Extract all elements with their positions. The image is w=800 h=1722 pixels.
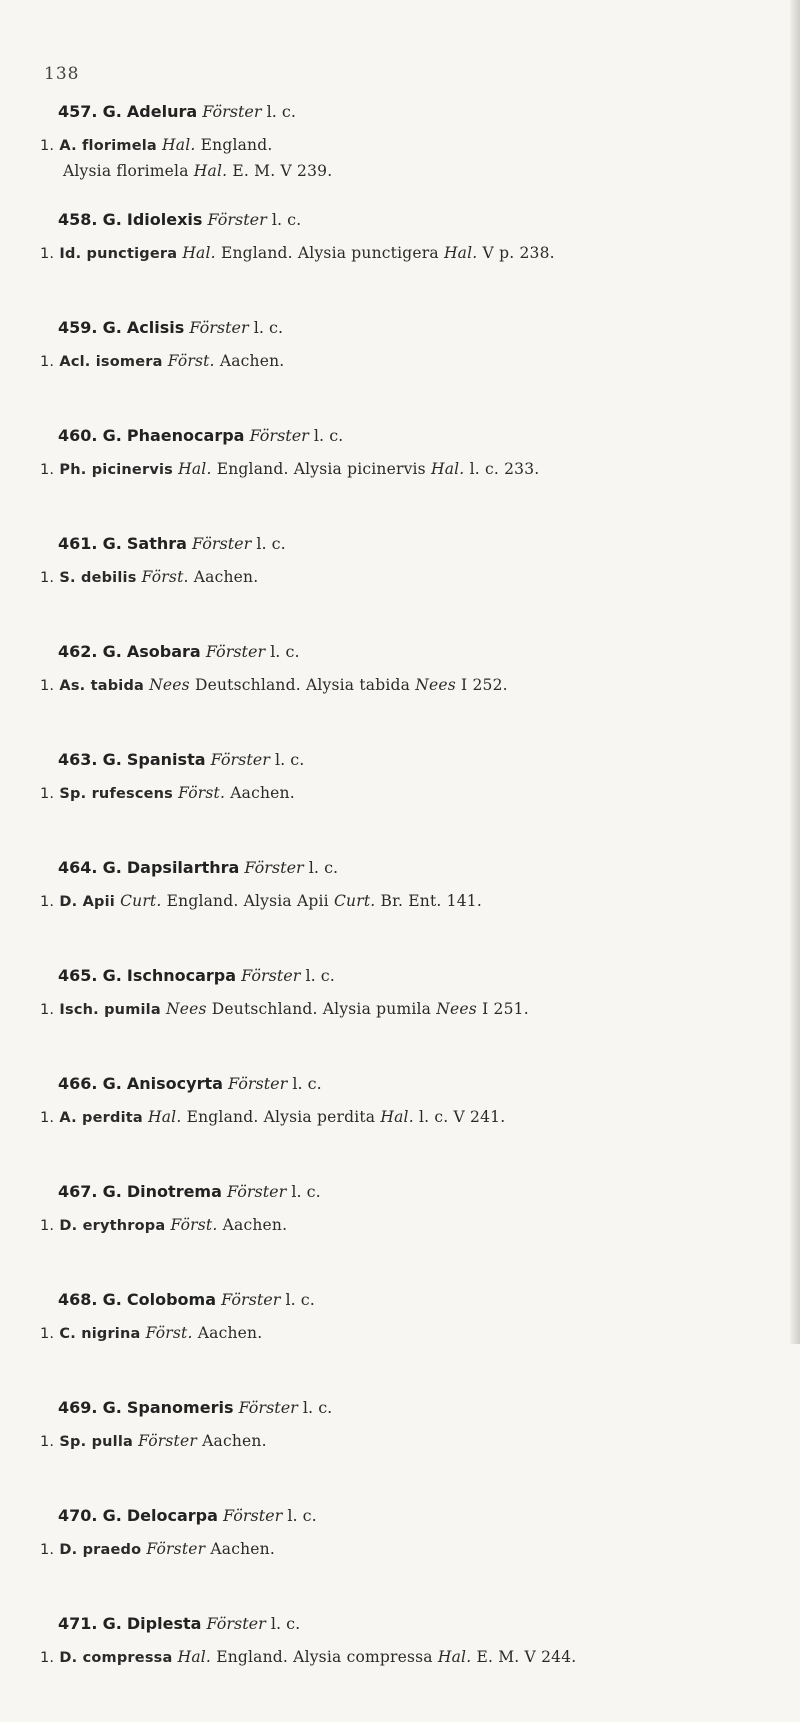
genus-reference: l. c. [287,1506,317,1525]
species-author: Hal. [162,136,196,154]
genus-name: Anisocyrta [126,1074,223,1093]
species-name: A. florimela [59,138,157,154]
genus-entry [0,102,790,210]
species-locality: Aachen. [202,1432,267,1450]
genus-author: Förster [210,750,270,769]
genus-name: Adelura [126,102,198,121]
species-name: D. erythropa [59,1218,166,1234]
genus-name: Idiolexis [126,210,203,229]
species-author: Hal. [182,244,216,262]
genus-author: Förster [192,534,252,553]
genus-reference: l. c. [271,210,302,229]
species-index: 1. [40,786,55,802]
genus-name: Ischnocarpa [126,966,237,985]
genus-abbrev: G. [102,1398,122,1417]
species-line [40,352,284,370]
genus-author: Förster [238,1398,298,1417]
species-index: 1. [40,462,55,478]
genus-name: Coloboma [126,1290,217,1309]
genus-reference: l. c. [256,534,286,553]
genus-number: 468. [58,1290,98,1309]
genus-name: Spanista [126,750,206,769]
species-line [40,784,295,802]
synonym-author: Nees [436,1000,477,1018]
species-line [40,136,273,154]
synonym-author: Hal. [193,162,228,180]
genus-author: Förster [241,966,301,985]
genus-entry [0,966,790,1074]
species-name: C. nigrina [59,1326,141,1342]
species-line [40,676,508,694]
species-index: 1. [40,354,55,370]
species-name: D. Apii [59,894,115,910]
page-edge-shadow [790,0,800,1344]
species-name: Acl. isomera [59,354,163,370]
species-index: 1. [40,1218,55,1234]
genus-name: Diplesta [126,1614,202,1633]
genus-entry [0,318,790,426]
species-name: D. compressa [59,1650,173,1666]
genus-author: Förster [221,1290,281,1309]
genus-number: 471. [58,1614,98,1633]
citation: V p. 238. [482,244,555,262]
genus-author: Förster [202,102,262,121]
genus-entry [0,858,790,966]
genus-reference: l. c. [266,102,296,121]
species-name: D. praedo [59,1542,142,1558]
genus-number: 460. [58,426,98,445]
species-locality: Aachen. [219,352,285,370]
genus-name: Dapsilarthra [126,858,240,877]
genus-number: 459. [58,318,98,337]
species-locality: Aachen. [230,784,295,802]
genus-author: Förster [189,318,249,337]
genus-author: Förster [228,1074,288,1093]
species-locality: England. Alysia perdita [186,1108,376,1126]
genus-reference: l. c. [313,426,344,445]
genus-abbrev: G. [102,642,122,661]
genus-heading [58,750,304,769]
species-index: 1. [40,1110,55,1126]
synonym-line [63,162,332,180]
species-author: Hal. [148,1108,182,1126]
genus-number: 458. [58,210,98,229]
genus-reference: l. c. [308,858,339,877]
species-index: 1. [40,138,55,154]
species-line [40,892,482,910]
genus-name: Delocarpa [126,1506,218,1525]
citation: l. c. 233. [469,460,540,478]
citation: E. M. V 239. [232,162,333,180]
species-name: Ph. picinervis [59,462,173,478]
genus-abbrev: G. [102,1182,122,1201]
genus-abbrev: G. [102,210,122,229]
genus-number: 463. [58,750,98,769]
genus-reference: l. c. [270,642,300,661]
species-author: Nees [165,1000,207,1018]
genus-reference: l. c. [274,750,305,769]
genus-entry [0,1290,790,1398]
genus-abbrev: G. [102,534,122,553]
species-line [40,1540,275,1558]
species-index: 1. [40,894,55,910]
genus-abbrev: G. [102,858,122,877]
genus-abbrev: G. [102,1506,122,1525]
genus-heading [58,1506,317,1525]
synonym-author: Hal. [443,244,478,262]
genus-heading [58,1398,332,1417]
species-author: Förster [146,1540,206,1558]
species-author: Först. [170,1216,218,1234]
species-author: Först. [141,568,189,586]
synonym-text: Alysia florimela [63,162,189,180]
genus-number: 465. [58,966,98,985]
species-locality: Aachen. [222,1216,288,1234]
species-name: Sp. pulla [59,1434,133,1450]
species-author: Nees [149,676,190,694]
genus-entry [0,1506,790,1614]
species-line [40,1108,505,1126]
genus-abbrev: G. [102,750,122,769]
species-locality: Deutschland. Alysia pumila [211,1000,432,1018]
species-locality: Aachen. [197,1324,263,1342]
species-author: Först. [167,352,215,370]
genus-author: Förster [227,1182,287,1201]
genus-entry [0,1182,790,1290]
genus-name: Asobara [126,642,201,661]
species-index: 1. [40,1002,55,1018]
species-line [40,1432,267,1450]
citation: I 252. [461,676,508,694]
genus-number: 470. [58,1506,98,1525]
genus-heading [58,642,300,661]
genus-heading [58,1614,300,1633]
genus-heading [58,426,343,445]
genus-entry [0,750,790,858]
genus-abbrev: G. [102,102,122,121]
citation: E. M. V 244. [476,1648,577,1666]
genus-number: 462. [58,642,98,661]
genus-heading [58,102,296,121]
species-locality: England. Alysia picinervis [216,460,426,478]
genus-reference: l. c. [305,966,335,985]
species-index: 1. [40,678,55,694]
genus-reference: l. c. [285,1290,315,1309]
species-locality: Aachen. [210,1540,275,1558]
page-number: 138 [44,64,80,84]
genus-entry [0,1074,790,1182]
genus-number: 469. [58,1398,98,1417]
genus-entry [0,642,790,750]
genus-author: Förster [205,642,266,661]
genus-abbrev: G. [102,1614,122,1633]
species-line [40,1324,262,1342]
genus-reference: l. c. [291,1182,321,1201]
genus-number: 464. [58,858,98,877]
genus-number: 461. [58,534,98,553]
synonym-author: Curt. [333,892,376,910]
species-locality: England. Alysia compressa [216,1648,433,1666]
species-line [40,1000,529,1018]
synonym-author: Nees [415,676,456,694]
species-author: Först. [178,784,226,802]
genus-heading [58,1074,322,1093]
species-locality: England. Alysia Apii [166,892,329,910]
genus-entry [0,426,790,534]
species-locality: Aachen. [193,568,259,586]
genus-reference: l. c. [292,1074,322,1093]
genus-number: 467. [58,1182,98,1201]
species-line [40,1648,576,1666]
genus-author: Förster [244,858,304,877]
genus-entry [0,1614,790,1722]
genus-abbrev: G. [102,426,122,445]
species-line [40,460,539,478]
species-name: A. perdita [59,1110,143,1126]
species-index: 1. [40,1542,55,1558]
genus-reference: l. c. [270,1614,301,1633]
species-index: 1. [40,246,55,262]
species-author: Hal. [178,460,212,478]
species-line [40,568,258,586]
species-line [40,1216,287,1234]
genus-entry [0,210,790,318]
genus-abbrev: G. [102,318,122,337]
genus-list [0,102,790,1722]
genus-number: 466. [58,1074,98,1093]
genus-heading [58,318,283,337]
citation: I 251. [482,1000,529,1018]
species-locality: England. [200,136,273,154]
genus-heading [58,534,286,553]
species-name: Isch. pumila [59,1002,161,1018]
species-locality: England. Alysia punctigera [220,244,439,262]
genus-heading [58,966,335,985]
genus-heading [58,1290,315,1309]
genus-heading [58,858,338,877]
synonym-author: Hal. [437,1648,472,1666]
species-line [40,244,555,262]
genus-reference: l. c. [302,1398,333,1417]
synonym-author: Hal. [430,460,465,478]
genus-name: Dinotrema [126,1182,222,1201]
citation: l. c. V 241. [418,1108,506,1126]
species-index: 1. [40,1434,55,1450]
genus-name: Spanomeris [126,1398,234,1417]
genus-name: Sathra [126,534,187,553]
genus-heading [58,1182,321,1201]
citation: Br. Ent. 141. [380,892,482,910]
genus-author: Förster [206,1614,266,1633]
species-author: Förster [138,1432,197,1450]
genus-author: Förster [223,1506,283,1525]
genus-number: 457. [58,102,98,121]
species-author: Curt. [120,892,162,910]
genus-entry [0,1398,790,1506]
species-locality: Deutschland. Alysia tabida [194,676,411,694]
genus-abbrev: G. [102,1290,122,1309]
species-name: As. tabida [59,678,145,694]
genus-reference: l. c. [253,318,284,337]
species-author: Först. [145,1324,193,1342]
species-index: 1. [40,1326,55,1342]
species-index: 1. [40,570,55,586]
genus-abbrev: G. [102,966,122,985]
species-name: Sp. rufescens [59,786,173,802]
genus-heading [58,210,301,229]
synonym-author: Hal. [380,1108,414,1126]
genus-name: Phaenocarpa [126,426,245,445]
genus-author: Förster [249,426,309,445]
genus-entry [0,534,790,642]
species-author: Hal. [177,1648,212,1666]
genus-author: Förster [207,210,267,229]
genus-abbrev: G. [102,1074,122,1093]
species-name: Id. punctigera [59,246,178,262]
genus-name: Aclisis [126,318,185,337]
species-name: S. debilis [59,570,137,586]
species-index: 1. [40,1650,55,1666]
